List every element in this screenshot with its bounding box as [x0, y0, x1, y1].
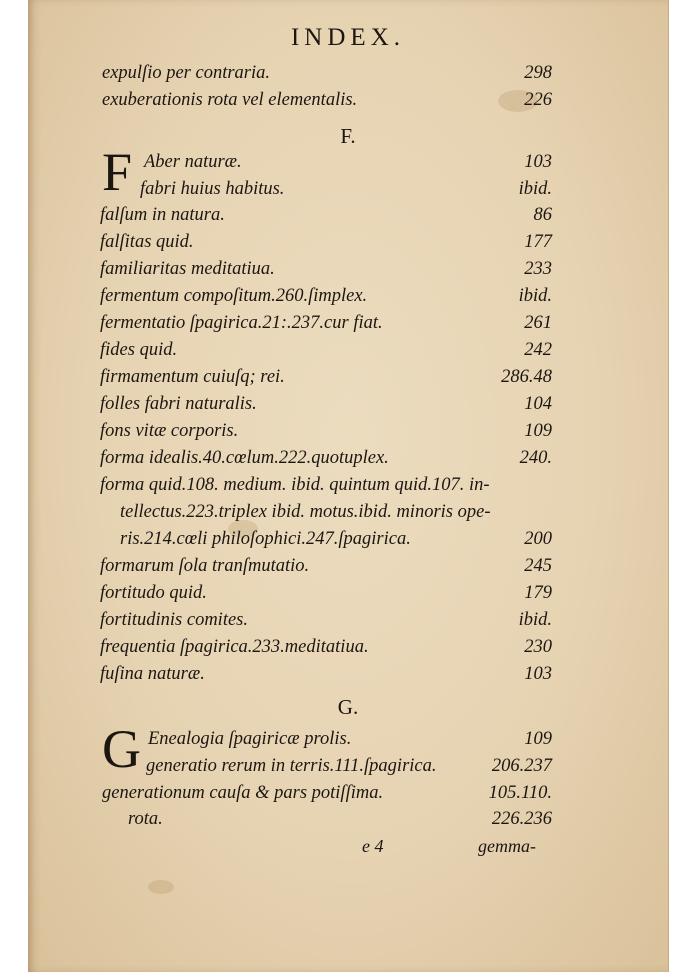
page-header: INDEX. — [290, 24, 405, 51]
entry-term: fuſina naturæ. — [100, 664, 205, 684]
entry-term: Enealogia ſpagiricæ prolis. — [148, 729, 352, 749]
entry-page: 242 — [524, 340, 552, 360]
drop-cap-g: G — [102, 719, 141, 779]
entry-page: 103 — [524, 152, 552, 172]
entry-page: 286.48 — [501, 367, 552, 387]
entry-term: formarum ſola tranſmutatio. — [100, 556, 310, 576]
section-heading-f: F. — [340, 124, 356, 148]
entry-term: fides quid. — [100, 340, 178, 360]
entry-term: fortitudo quid. — [100, 583, 207, 603]
entry-page: 179 — [524, 583, 552, 603]
entry-page: 233 — [524, 259, 552, 279]
section-heading-g: G. — [337, 695, 359, 719]
entry-page: 177 — [524, 232, 552, 252]
entry-page: 240. — [519, 448, 552, 468]
stain — [148, 880, 174, 894]
entry-term: forma quid.108. medium. ibid. quintum quid.107. in- — [100, 475, 490, 495]
entry-term: forma idealis.40.cœlum.222.quotuplex. — [100, 448, 389, 468]
entry-page: 261 — [524, 313, 552, 333]
entry-page: ibid. — [518, 286, 552, 306]
entry-page: 226.236 — [491, 809, 552, 829]
drop-cap-f: F — [102, 142, 133, 202]
entry-page: ibid. — [518, 610, 552, 630]
entry-term: fermentatio ſpagirica.21:.237.cur fiat. — [100, 313, 383, 333]
entry-term: falſitas quid. — [100, 232, 194, 252]
entry-term: rota. — [128, 809, 163, 829]
entry-term: firmamentum cuiuſq; rei. — [100, 367, 285, 387]
entry-page: 245 — [524, 556, 552, 576]
entry-term: expulſio per contraria. — [102, 63, 271, 83]
entry-term: generationum cauſa & pars potiſſima. — [102, 783, 384, 803]
entry-term: ris.214.cœli philoſophici.247.ſpagirica. — [120, 529, 411, 549]
entry-page: 298 — [524, 63, 552, 83]
entry-term: fortitudinis comites. — [100, 610, 248, 630]
entry-term: fermentum compoſitum.260.ſimplex. — [100, 286, 368, 306]
signature-mark: e 4 — [362, 836, 384, 856]
entry-page: 105.110. — [488, 783, 552, 803]
entry-term: frequentia ſpagirica.233.meditatiua. — [100, 637, 369, 657]
entry-page: 86 — [533, 205, 552, 225]
entry-term: generatio rerum in terris.111.ſpagirica. — [146, 756, 437, 776]
catchword: gemma- — [478, 836, 536, 856]
entry-term: fabri huius habitus. — [140, 179, 285, 199]
entry-page: 109 — [524, 729, 552, 749]
entry-term: fons vitæ corporis. — [100, 421, 239, 441]
entry-page: 230 — [524, 637, 552, 657]
entry-page: 109 — [524, 421, 552, 441]
entry-term: familiaritas meditatiua. — [100, 259, 275, 279]
entry-page: ibid. — [518, 179, 552, 199]
entry-page: 103 — [524, 664, 552, 684]
entry-page: 226 — [524, 90, 552, 110]
entry-page: 206.237 — [491, 756, 552, 776]
entry-term: falſum in natura. — [100, 205, 225, 225]
entry-page: 200 — [524, 529, 552, 549]
entry-term: folles fabri naturalis. — [100, 394, 257, 414]
entry-term: Aber naturæ. — [144, 152, 242, 172]
entry-page: 104 — [524, 394, 552, 414]
entry-term: tellectus.223.triplex ibid. motus.ibid. minoris ope- — [120, 502, 491, 522]
book-page — [28, 0, 669, 972]
entry-term: exuberationis rota vel elementalis. — [102, 90, 358, 110]
